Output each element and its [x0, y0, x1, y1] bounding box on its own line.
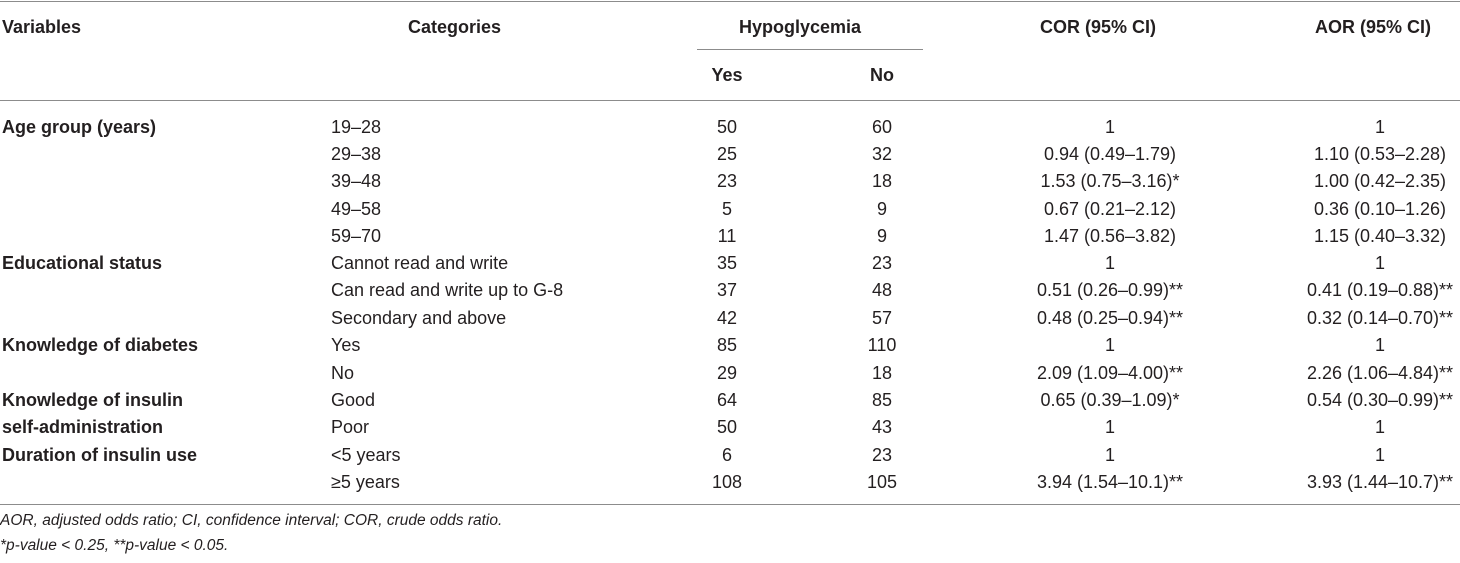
yes-cell: 64: [716, 390, 738, 410]
cor-cell: 0.65 (0.39–1.09)*: [1040, 390, 1180, 410]
no-cell: 105: [866, 472, 898, 492]
variable-label: Age group (years): [2, 117, 157, 137]
category-cell: No: [331, 363, 355, 383]
cor-cell: 0.67 (0.21–2.12): [1043, 199, 1177, 219]
hypoglycemia-rule: [697, 49, 923, 50]
header-rule: [0, 100, 1460, 101]
header-yes: Yes: [711, 65, 743, 85]
category-cell: Yes: [331, 335, 361, 355]
yes-cell: 108: [711, 472, 743, 492]
cor-cell: 0.51 (0.26–0.99)**: [1036, 280, 1184, 300]
aor-cell: 0.32 (0.14–0.70)**: [1306, 308, 1454, 328]
aor-cell: 0.54 (0.30–0.99)**: [1306, 390, 1454, 410]
aor-cell: 3.93 (1.44–10.7)**: [1306, 472, 1454, 492]
category-cell: 39–48: [331, 171, 382, 191]
category-cell: Secondary and above: [331, 308, 507, 328]
cor-cell: 3.94 (1.54–10.1)**: [1036, 472, 1184, 492]
cor-cell: 1: [1104, 445, 1115, 465]
aor-cell: 0.41 (0.19–0.88)**: [1306, 280, 1454, 300]
category-cell: 59–70: [331, 226, 382, 246]
header-cor: COR (95% CI): [1040, 17, 1157, 37]
aor-cell: 1: [1374, 253, 1385, 273]
category-cell: Poor: [331, 417, 370, 437]
cor-cell: 2.09 (1.09–4.00)**: [1036, 363, 1184, 383]
yes-cell: 29: [716, 363, 738, 383]
aor-cell: 1.15 (0.40–3.32): [1313, 226, 1447, 246]
no-cell: 18: [871, 363, 893, 383]
header-categories: Categories: [408, 17, 502, 37]
no-cell: 48: [871, 280, 893, 300]
no-cell: 57: [871, 308, 893, 328]
yes-cell: 11: [717, 226, 737, 246]
yes-cell: 42: [716, 308, 738, 328]
footnote: AOR, adjusted odds ratio; CI, confidence interval; COR, crude odds ratio.: [0, 512, 503, 529]
no-cell: 32: [871, 144, 893, 164]
variable-label: Duration of insulin use: [2, 445, 198, 465]
category-cell: 49–58: [331, 199, 382, 219]
no-cell: 43: [871, 417, 893, 437]
yes-cell: 50: [716, 117, 738, 137]
no-cell: 23: [871, 253, 893, 273]
cor-cell: 1: [1104, 335, 1115, 355]
header-hypoglycemia: Hypoglycemia: [739, 17, 862, 37]
no-cell: 60: [871, 117, 893, 137]
cor-cell: 0.48 (0.25–0.94)**: [1036, 308, 1184, 328]
aor-cell: 1: [1374, 117, 1385, 137]
cor-cell: 1: [1104, 417, 1115, 437]
no-cell: 110: [867, 335, 897, 355]
cor-cell: 1.53 (0.75–3.16)*: [1040, 171, 1180, 191]
yes-cell: 85: [716, 335, 738, 355]
category-cell: ≥5 years: [331, 472, 400, 492]
header-variables: Variables: [2, 17, 82, 37]
category-cell: 19–28: [331, 117, 382, 137]
cor-cell: 1: [1104, 253, 1115, 273]
no-cell: 18: [871, 171, 893, 191]
category-cell: Good: [331, 390, 376, 410]
yes-cell: 6: [721, 445, 732, 465]
aor-cell: 1: [1374, 335, 1385, 355]
yes-cell: 23: [716, 171, 738, 191]
no-cell: 85: [871, 390, 893, 410]
no-cell: 23: [871, 445, 893, 465]
yes-cell: 50: [716, 417, 738, 437]
header-aor: AOR (95% CI): [1315, 17, 1432, 37]
category-cell: Can read and write up to G-8: [331, 280, 564, 300]
top-rule: [0, 1, 1460, 2]
cor-cell: 0.94 (0.49–1.79): [1043, 144, 1177, 164]
no-cell: 9: [876, 199, 887, 219]
yes-cell: 5: [721, 199, 732, 219]
variable-label: Knowledge of diabetes: [2, 335, 199, 355]
aor-cell: 1.00 (0.42–2.35): [1313, 171, 1447, 191]
footnote: *p-value < 0.25, **p-value < 0.05.: [0, 537, 229, 554]
variable-label: Educational status: [2, 253, 163, 273]
yes-cell: 35: [716, 253, 738, 273]
category-cell: <5 years: [331, 445, 401, 465]
variable-label: self-administration: [2, 417, 164, 437]
category-cell: 29–38: [331, 144, 382, 164]
yes-cell: 37: [716, 280, 738, 300]
cor-cell: 1.47 (0.56–3.82): [1043, 226, 1177, 246]
category-cell: Cannot read and write: [331, 253, 509, 273]
bottom-rule: [0, 504, 1460, 505]
no-cell: 9: [876, 226, 887, 246]
variable-label: Knowledge of insulin: [2, 390, 183, 410]
aor-cell: 1: [1374, 445, 1385, 465]
yes-cell: 25: [716, 144, 738, 164]
aor-cell: 1.10 (0.53–2.28): [1313, 144, 1447, 164]
aor-cell: 0.36 (0.10–1.26): [1313, 199, 1447, 219]
header-no: No: [870, 65, 894, 85]
cor-cell: 1: [1104, 117, 1115, 137]
aor-cell: 2.26 (1.06–4.84)**: [1306, 363, 1454, 383]
aor-cell: 1: [1374, 417, 1385, 437]
